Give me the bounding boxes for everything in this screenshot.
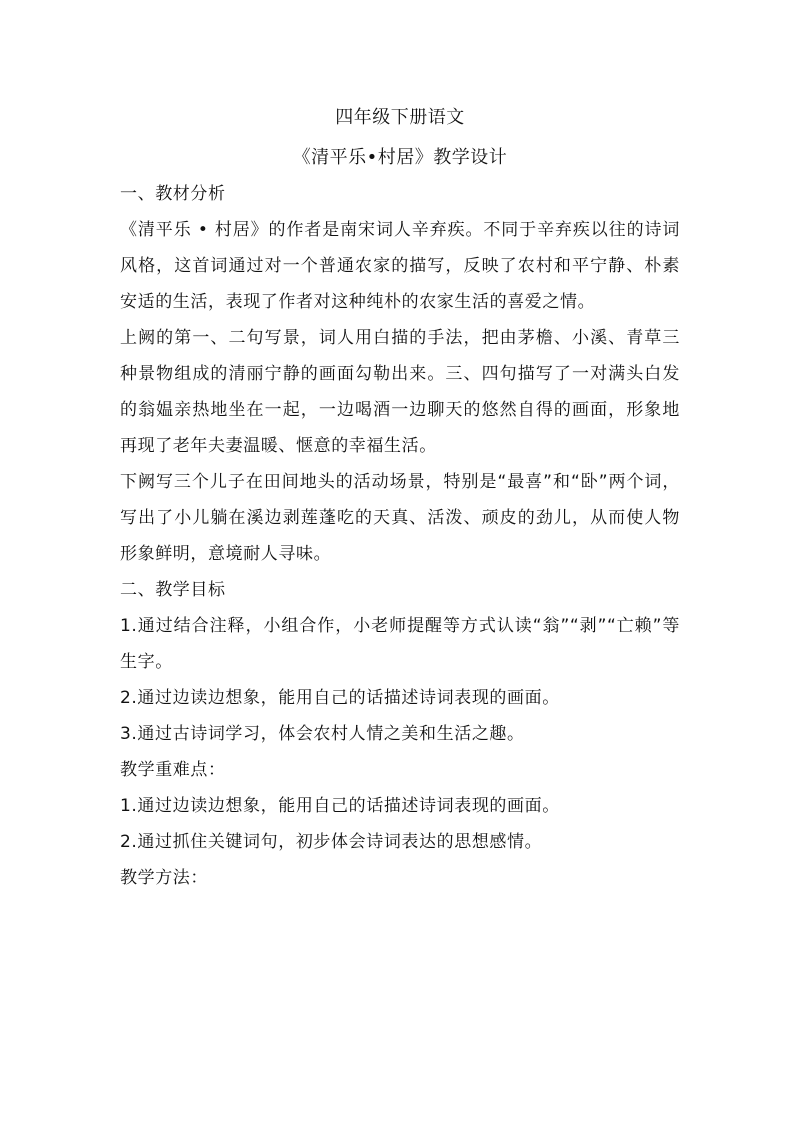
section-heading-key-points: 教学重难点：: [120, 760, 226, 780]
teaching-goal-1: 1.通过结合注释，小组合作，小老师提醒等方式认读“翁”“剥”“亡赖”等生字。: [120, 616, 680, 672]
section-heading-textbook-analysis: 一、教材分析: [120, 184, 226, 204]
document-body: [120, 100, 680, 896]
section-heading-teaching-methods: 教学方法：: [120, 868, 208, 888]
document-title: 四年级下册语文: [335, 107, 465, 128]
key-point-2: 2.通过抓住关键词句，初步体会诗词表达的思想感情。: [120, 832, 543, 852]
paragraph-analysis-lower: 下阙写三个儿子在田间地头的活动场景，特别是“最喜”和“卧”两个词，写出了小儿躺在溪边剥莲蓬吃的天真、活泼、顽皮的劲儿，从而使人物形象鲜明，意境耐人寻味。: [120, 472, 680, 564]
teaching-goal-2: 2.通过边读边想象，能用自己的话描述诗词表现的画面。: [120, 688, 560, 708]
document-subtitle: 《清平乐•村居》教学设计: [292, 147, 508, 168]
section-heading-teaching-goals: 二、教学目标: [120, 580, 226, 600]
key-point-1: 1.通过边读边想象，能用自己的话描述诗词表现的画面。: [120, 796, 560, 816]
paragraph-analysis-upper: 上阙的第一、二句写景，词人用白描的手法，把由茅檐、小溪、青草三种景物组成的清丽宁静的画面勾勒出来。三、四句描写了一对满头白发的翁媪亲热地坐在一起，一边喝酒一边聊天的悠然自得的画面，形象地再现了老年夫妻温暖、惬意的幸福生活。: [120, 328, 680, 456]
teaching-goal-3: 3.通过古诗词学习，体会农村人情之美和生活之趣。: [120, 724, 525, 744]
paragraph-analysis-intro: 《清平乐 • 村居》的作者是南宋词人辛弃疾。不同于辛弃疾以往的诗词风格，这首词通过对一个普通农家的描写，反映了农村和平宁静、朴素安适的生活，表现了作者对这种纯朴的农家生活的喜爱之情。: [120, 220, 680, 312]
